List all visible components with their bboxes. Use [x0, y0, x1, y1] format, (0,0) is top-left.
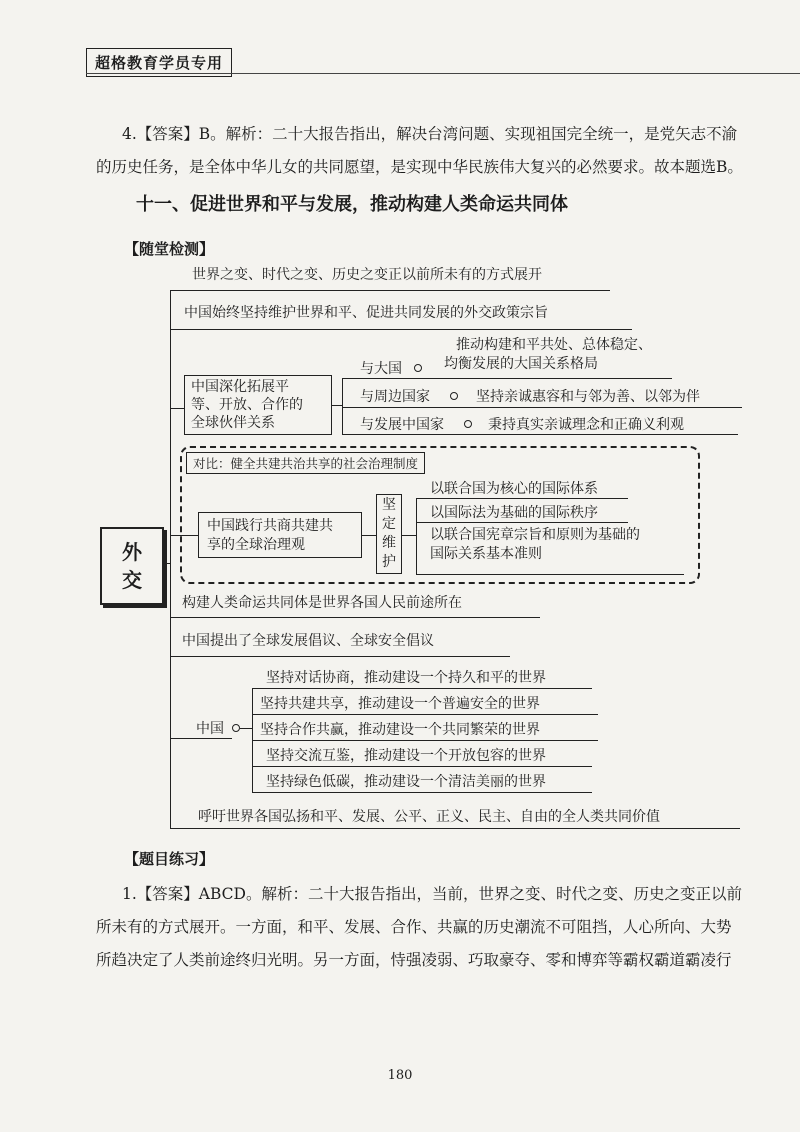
header-label: 超格教育学员专用	[86, 48, 232, 77]
branch-2-underline	[170, 329, 632, 330]
partner-major-text-line-1: 推动构建和平共处、总体稳定、	[456, 337, 652, 353]
china-item-4-underline	[252, 766, 592, 767]
quiz-label: 【随堂检测】	[124, 240, 215, 258]
china-label: 中国	[196, 721, 224, 737]
uphold-box	[376, 494, 402, 574]
uphold-char-3: 维	[382, 535, 396, 551]
partnership-box-line-1: 中国深化拓展平	[191, 379, 289, 395]
branch-5-underline	[170, 617, 540, 618]
partner-major-underline	[342, 378, 672, 379]
partner-neighbor-label: 与周边国家	[360, 389, 430, 405]
center-char-1: 外	[122, 540, 142, 564]
uphold-bracket	[416, 498, 417, 574]
branch-5-text: 构建人类命运共同体是世界各国人民前途所在	[182, 595, 462, 611]
partner-developing-node-icon	[464, 420, 472, 428]
answer-1-line-1: 1.【答案】ABCD。解析：二十大报告指出，当前，世界之变、时代之变、历史之变正以前	[122, 885, 742, 903]
partnership-bracket	[342, 378, 343, 434]
uphold-item-3	[430, 526, 640, 564]
china-item-5-underline	[252, 792, 592, 793]
answer-1-line-3: 所趋决定了人类前途终归光明。另一方面，恃强凌弱、巧取豪夺、零和博弈等霸权霸道霸凌行	[96, 951, 732, 969]
partnership-box-line-3: 全球伙伴关系	[191, 415, 275, 431]
spine-line	[170, 290, 171, 828]
china-item-3-underline	[252, 740, 598, 741]
partner-neighbor-underline	[342, 407, 742, 408]
uphold-char-4: 护	[382, 554, 396, 570]
answer-4-line-2: 的历史任务，是全体中华儿女的共同愿望，是实现中华民族伟大复兴的必然要求。故本题选B。	[96, 158, 743, 176]
section-title: 十一、促进世界和平与发展，推动构建人类命运共同体	[136, 194, 568, 215]
contrast-note: 对比：健全共建共治共享的社会治理制度	[186, 452, 425, 474]
partner-major-text-line-2: 均衡发展的大国关系格局	[444, 356, 598, 372]
center-node-diplomacy	[100, 527, 164, 605]
branch-8-underline	[170, 828, 740, 829]
center-char-2: 交	[122, 568, 142, 592]
branch-2-text: 中国始终坚持维护世界和平、促进共同发展的外交政策宗旨	[184, 305, 548, 321]
partner-developing-label: 与发展中国家	[360, 417, 444, 433]
practice-label: 【题目练习】	[124, 850, 215, 868]
uphold-item-2: 以国际法为基础的国际秩序	[430, 505, 598, 521]
governance-connector	[362, 535, 376, 536]
china-item-4: 坚持交流互鉴，推动建设一个开放包容的世界	[266, 748, 546, 764]
china-item-1-underline	[252, 688, 592, 689]
uphold-char-2: 定	[382, 516, 396, 532]
branch-1-text: 世界之变、时代之变、历史之变正以前所未有的方式展开	[192, 267, 542, 283]
answer-4-line-1: 4.【答案】B。解析：二十大报告指出，解决台湾问题、实现祖国完全统一，是党矢志不渝	[122, 125, 738, 143]
china-item-5: 坚持绿色低碳，推动建设一个清洁美丽的世界	[266, 774, 546, 790]
governance-box	[198, 512, 362, 558]
partnership-box	[184, 375, 332, 435]
china-item-2-underline	[252, 714, 598, 715]
partner-neighbor-text: 坚持亲诚惠容和与邻为善、以邻为伴	[476, 389, 700, 405]
uphold-item-2-underline	[416, 522, 628, 523]
page-number: 180	[387, 1068, 413, 1083]
partnership-connector	[332, 405, 342, 406]
uphold-item-3-line-1: 以联合国宪章宗旨和原则为基础的	[430, 527, 640, 543]
partner-developing-text: 秉持真实亲诚理念和正确义利观	[488, 417, 684, 433]
answer-1-paragraph	[96, 878, 746, 977]
branch-6-text: 中国提出了全球发展倡议、全球安全倡议	[182, 633, 434, 649]
china-item-2: 坚持共建共享，推动建设一个普遍安全的世界	[260, 696, 540, 712]
uphold-item-3-line-2: 国际关系基本准则	[430, 546, 542, 562]
partner-major-text	[444, 336, 652, 374]
partner-major-node-icon	[414, 364, 422, 372]
china-item-3: 坚持合作共赢，推动建设一个共同繁荣的世界	[260, 722, 540, 738]
partner-neighbor-node-icon	[450, 392, 458, 400]
governance-box-line-1: 中国践行共商共建共	[207, 518, 333, 534]
partnership-box-line-2: 等、开放、合作的	[191, 397, 303, 413]
uphold-char-1: 坚	[382, 497, 396, 513]
partner-major-label: 与大国	[360, 361, 402, 377]
answer-1-line-2: 所未有的方式展开。一方面，和平、发展、合作、共赢的历史潮流不可阻挡，人心所向、大势	[96, 918, 732, 936]
branch-3-connector	[170, 408, 184, 409]
uphold-item-3-underline	[416, 574, 684, 575]
answer-4-paragraph	[96, 118, 746, 184]
header-divider	[86, 73, 800, 74]
governance-box-line-2: 享的全球治理观	[207, 537, 305, 553]
china-node-icon	[232, 724, 240, 732]
branch-4-connector	[170, 535, 198, 536]
china-connector	[240, 728, 252, 729]
uphold-item-1-underline	[416, 498, 628, 499]
china-item-1: 坚持对话协商，推动建设一个持久和平的世界	[266, 670, 546, 686]
branch-6-underline	[170, 656, 510, 657]
uphold-item-1: 以联合国为核心的国际体系	[430, 481, 598, 497]
uphold-connector	[402, 535, 416, 536]
partner-developing-underline	[342, 434, 738, 435]
branch-8-text: 呼吁世界各国弘扬和平、发展、公平、正义、民主、自由的全人类共同价值	[198, 809, 660, 825]
china-underline	[170, 738, 232, 739]
branch-1-underline	[170, 290, 610, 291]
